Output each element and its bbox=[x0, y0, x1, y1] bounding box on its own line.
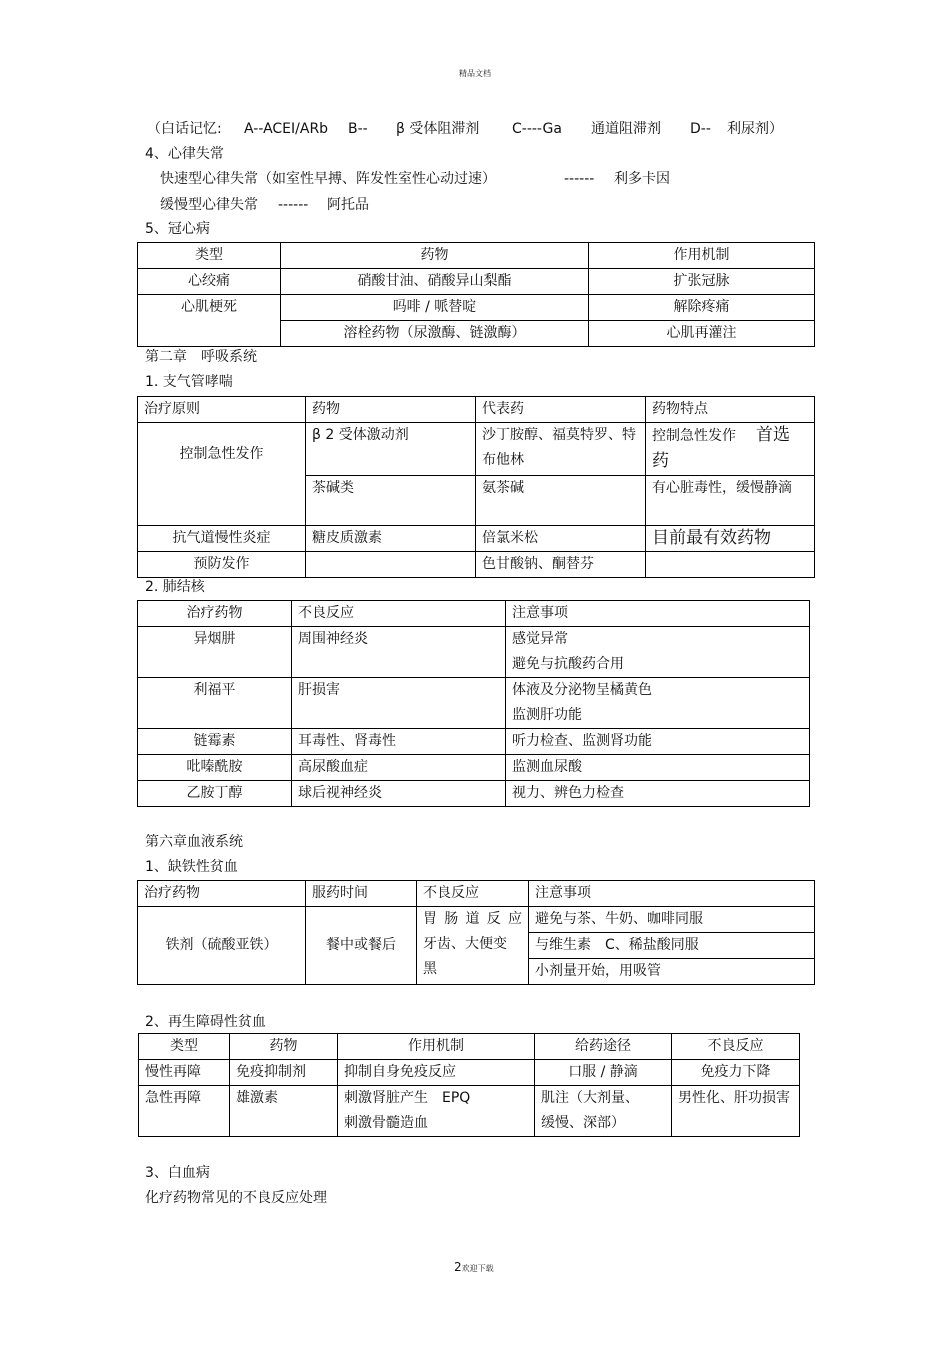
table-cell: 小剂量开始，用吸管 bbox=[529, 959, 815, 985]
table-cell: 氨茶碱 bbox=[476, 476, 646, 526]
table-header: 作用机制 bbox=[338, 1034, 535, 1060]
table-cell bbox=[306, 552, 476, 578]
table-header: 服药时间 bbox=[306, 881, 417, 907]
table-cell: 急性再障 bbox=[139, 1086, 230, 1137]
memo-part: （白话记忆: bbox=[147, 121, 222, 137]
cell-line: 刺激肾脏产生 EPQ bbox=[344, 1090, 471, 1106]
memo-part: D-- bbox=[690, 121, 711, 137]
cell-line: 黑 bbox=[423, 961, 437, 977]
table-cell: 控制急性发作 bbox=[138, 423, 306, 526]
table-cell: 高尿酸血症 bbox=[292, 755, 506, 781]
section-heading: 1. 支气管哮喘 bbox=[145, 374, 233, 390]
table-header: 治疗原则 bbox=[138, 397, 306, 423]
table-cell: 扩张冠脉 bbox=[589, 269, 815, 295]
table-header: 作用机制 bbox=[589, 243, 815, 269]
table-header: 治疗药物 bbox=[138, 881, 306, 907]
leukemia-text: 化疗药物常见的不良反应处理 bbox=[145, 1190, 327, 1206]
table-header: 类型 bbox=[139, 1034, 230, 1060]
cell-line: 体液及分泌物呈橘黄色 bbox=[512, 682, 652, 698]
memo-line bbox=[147, 119, 222, 139]
table-cell: 茶碱类 bbox=[306, 476, 476, 526]
table-cell: 雄激素 bbox=[230, 1086, 338, 1137]
table-cell: 视力、辨色力检查 bbox=[506, 781, 810, 807]
table-cell: 预防发作 bbox=[138, 552, 306, 578]
feature-emphasis: 首选 bbox=[756, 425, 790, 445]
table-cell: 避免与茶、牛奶、咖啡同服 bbox=[529, 907, 815, 933]
table-header: 不良反应 bbox=[292, 601, 506, 627]
table-cell: 心绞痛 bbox=[138, 269, 281, 295]
table-cell: 倍氯米松 bbox=[476, 526, 646, 552]
table-cell: 硝酸甘油、硝酸异山梨酯 bbox=[281, 269, 589, 295]
section-heading: 5、冠心病 bbox=[145, 221, 210, 237]
table-header: 注意事项 bbox=[506, 601, 810, 627]
table-header: 给药途径 bbox=[535, 1034, 672, 1060]
table-cell: 溶栓药物（尿激酶、链激酶） bbox=[281, 321, 589, 347]
table-cell: 男性化、肝功损害 bbox=[672, 1086, 800, 1137]
table-cell: 口服 / 静滴 bbox=[535, 1060, 672, 1086]
table-cell bbox=[506, 627, 810, 678]
table-header: 代表药 bbox=[476, 397, 646, 423]
table-header: 治疗药物 bbox=[138, 601, 292, 627]
section-heading: 2. 肺结核 bbox=[145, 579, 205, 595]
table-cell: 免疫抑制剂 bbox=[230, 1060, 338, 1086]
table-cell: 吗啡 / 哌替啶 bbox=[281, 295, 589, 321]
table-header: 不良反应 bbox=[672, 1034, 800, 1060]
table-cell: 乙胺丁醇 bbox=[138, 781, 292, 807]
aa-table bbox=[138, 1033, 800, 1137]
cell-line: 感觉异常 bbox=[512, 631, 568, 647]
cell-line: 刺激骨髓造血 bbox=[344, 1115, 428, 1131]
chapter-title: 第六章血液系统 bbox=[145, 834, 243, 850]
table-cell: 吡嗪酰胺 bbox=[138, 755, 292, 781]
table-cell: 监测血尿酸 bbox=[506, 755, 810, 781]
table-header: 不良反应 bbox=[417, 881, 529, 907]
cell-line: 缓慢、深部） bbox=[541, 1115, 625, 1131]
table-cell: 心肌梗死 bbox=[138, 295, 281, 347]
page-number: 2 bbox=[454, 1260, 462, 1274]
chd-table bbox=[137, 242, 815, 347]
footer-text: 欢迎下载 bbox=[461, 1264, 494, 1273]
table-cell: 听力检查、监测肾功能 bbox=[506, 729, 810, 755]
table-cell: 肝损害 bbox=[292, 678, 506, 729]
section-heading: 1、缺铁性贫血 bbox=[145, 859, 238, 875]
table-cell: 抑制自身免疫反应 bbox=[338, 1060, 535, 1086]
page-header: 精品文档 bbox=[459, 69, 491, 78]
cell-line: 肌注（大剂量、 bbox=[541, 1090, 639, 1106]
chapter-title: 第二章 呼吸系统 bbox=[145, 349, 257, 365]
table-cell: 铁剂（硫酸亚铁） bbox=[138, 907, 306, 985]
arrhythmia-fast-sep: ------ bbox=[564, 171, 595, 187]
memo-part: B-- bbox=[348, 121, 368, 137]
memo-part: 通道阻滞剂 bbox=[591, 121, 661, 137]
table-cell: 目前最有效药物 bbox=[646, 526, 815, 552]
table-cell: 利福平 bbox=[138, 678, 292, 729]
table-cell: 糖皮质激素 bbox=[306, 526, 476, 552]
page-footer bbox=[454, 1259, 494, 1275]
asthma-table bbox=[137, 396, 815, 578]
table-header: 药物 bbox=[306, 397, 476, 423]
table-header: 药物特点 bbox=[646, 397, 815, 423]
memo-part: 利尿剂） bbox=[727, 121, 783, 137]
table-cell: 慢性再障 bbox=[139, 1060, 230, 1086]
memo-part: C----Ga bbox=[512, 121, 562, 137]
arrhythmia-slow-drug: 阿托品 bbox=[327, 197, 369, 213]
section-heading: 4、心律失常 bbox=[145, 146, 224, 162]
table-cell: 餐中或餐后 bbox=[306, 907, 417, 985]
cell-line: 胃肠道反应 bbox=[423, 911, 522, 927]
table-cell: 有心脏毒性，缓慢静滴 bbox=[646, 476, 815, 526]
section-heading: 3、白血病 bbox=[145, 1165, 210, 1181]
cell-line: 监测肝功能 bbox=[512, 707, 582, 723]
table-cell bbox=[646, 423, 815, 476]
table-header: 药物 bbox=[281, 243, 589, 269]
arrhythmia-fast-drug: 利多卡因 bbox=[614, 171, 670, 187]
table-cell: 免疫力下降 bbox=[672, 1060, 800, 1086]
arrhythmia-slow-sep: ------ bbox=[278, 197, 309, 213]
ida-table bbox=[137, 880, 815, 985]
table-cell: 解除疼痛 bbox=[589, 295, 815, 321]
cell-line: 避免与抗酸药合用 bbox=[512, 656, 624, 672]
table-cell: 链霉素 bbox=[138, 729, 292, 755]
table-cell: 球后视神经炎 bbox=[292, 781, 506, 807]
table-cell: β 2 受体激动剂 bbox=[306, 423, 476, 476]
memo-part: β 受体阻滞剂 bbox=[396, 121, 480, 137]
cell-line: 牙齿、大便变 bbox=[423, 936, 507, 952]
table-cell: 周围神经炎 bbox=[292, 627, 506, 678]
table-cell: 耳毒性、肾毒性 bbox=[292, 729, 506, 755]
feature-emphasis: 药 bbox=[652, 451, 669, 471]
table-header: 类型 bbox=[138, 243, 281, 269]
table-cell: 色甘酸钠、酮替芬 bbox=[476, 552, 646, 578]
table-header: 注意事项 bbox=[529, 881, 815, 907]
section-heading: 2、再生障碍性贫血 bbox=[145, 1014, 266, 1030]
feature-text: 控制急性发作 bbox=[652, 428, 736, 444]
table-cell: 沙丁胺醇、福莫特罗、特布他林 bbox=[476, 423, 646, 476]
table-header: 药物 bbox=[230, 1034, 338, 1060]
tb-table bbox=[137, 600, 810, 807]
arrhythmia-slow: 缓慢型心律失常 bbox=[160, 197, 258, 213]
table-cell: 异烟肼 bbox=[138, 627, 292, 678]
memo-part: A--ACEI/ARb bbox=[244, 121, 329, 137]
table-cell bbox=[506, 678, 810, 729]
arrhythmia-fast: 快速型心律失常（如室性早搏、阵发性室性心动过速） bbox=[160, 171, 496, 187]
table-cell bbox=[417, 907, 529, 985]
table-cell bbox=[535, 1086, 672, 1137]
table-cell bbox=[338, 1086, 535, 1137]
table-cell bbox=[646, 552, 815, 578]
table-cell: 与维生素 C、稀盐酸同服 bbox=[529, 933, 815, 959]
table-cell: 心肌再灌注 bbox=[589, 321, 815, 347]
table-cell: 抗气道慢性炎症 bbox=[138, 526, 306, 552]
